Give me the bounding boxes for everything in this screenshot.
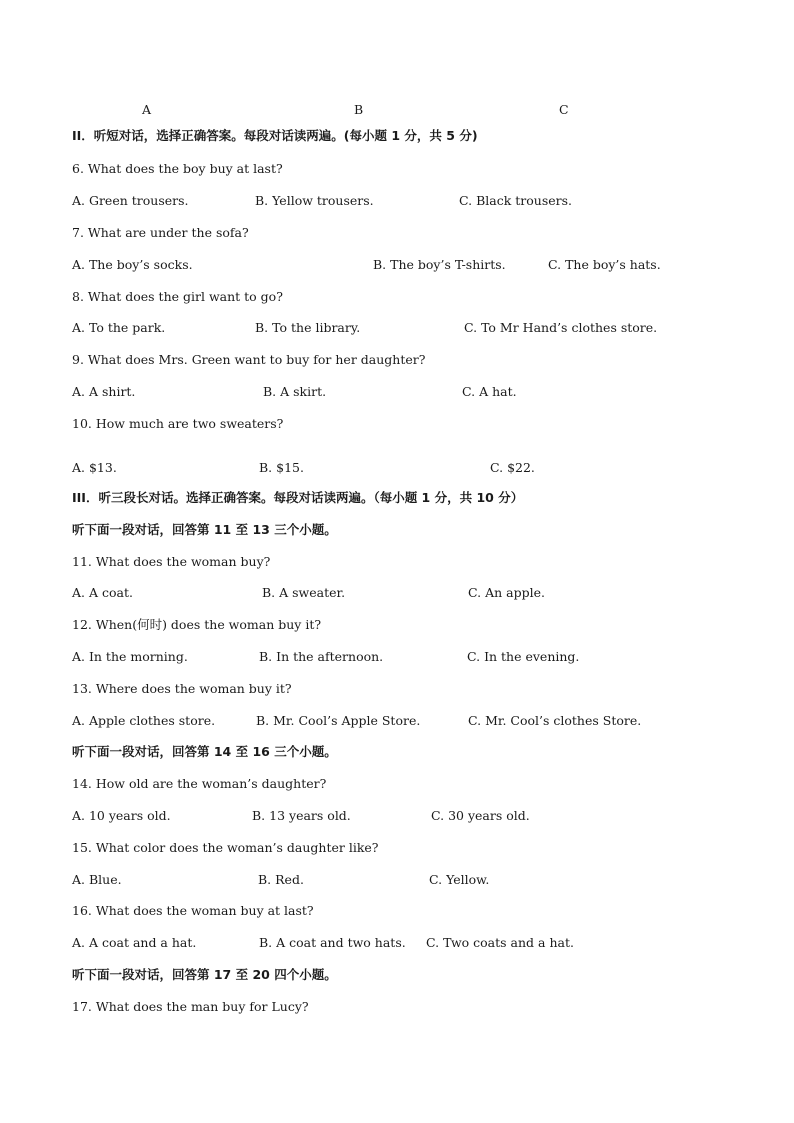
- question-14-option-b: B. 13 years old.: [252, 808, 351, 823]
- question-9-option-c: C. A hat.: [462, 384, 517, 399]
- question-10-option-b: B. $15.: [259, 460, 304, 475]
- question-10: 10. How much are two sweaters?: [72, 416, 284, 431]
- sub-heading-11-13: 听下面一段对话，回答第 11 至 13 三个小题。: [72, 522, 337, 537]
- question-13: 13. Where does the woman buy it?: [72, 681, 292, 696]
- sub-heading-14-16: 听下面一段对话，回答第 14 至 16 三个小题。: [72, 744, 337, 759]
- question-12-option-a: A. In the morning.: [72, 649, 188, 664]
- picture-label-c: C: [559, 102, 569, 117]
- question-13-option-c: C. Mr. Cool’s clothes Store.: [468, 713, 642, 728]
- question-12-option-c: C. In the evening.: [467, 649, 580, 664]
- question-9-option-b: B. A skirt.: [263, 384, 327, 399]
- question-6-option-c: C. Black trousers.: [459, 193, 573, 208]
- question-10-option-c: C. $22.: [490, 460, 535, 475]
- question-14-option-c: C. 30 years old.: [431, 808, 530, 823]
- sub-heading-17-20: 听下面一段对话，回答第 17 至 20 四个小题。: [72, 967, 337, 982]
- question-11-option-c: C. An apple.: [468, 585, 545, 600]
- question-8-option-c: C. To Mr Hand’s clothes store.: [464, 320, 658, 335]
- question-16-option-c: C. Two coats and a hat.: [426, 935, 574, 950]
- question-11-option-a: A. A coat.: [72, 585, 133, 600]
- question-11-option-b: B. A sweater.: [262, 585, 346, 600]
- question-16: 16. What does the woman buy at last?: [72, 903, 314, 918]
- question-8-option-b: B. To the library.: [255, 320, 361, 335]
- picture-label-a: A: [142, 102, 152, 117]
- section2-heading: II．听短对话，选择正确答案。每段对话读两遍。(每小题 1 分，共 5 分): [72, 128, 478, 143]
- section3-heading: III．听三段长对话。选择正确答案。每段对话读两遍。（每小题 1 分，共 10 分）: [72, 490, 524, 505]
- question-16-option-b: B. A coat and two hats.: [259, 935, 406, 950]
- question-14: 14. How old are the woman’s daughter?: [72, 776, 327, 791]
- question-13-option-b: B. Mr. Cool’s Apple Store.: [256, 713, 421, 728]
- question-12-option-b: B. In the afternoon.: [259, 649, 384, 664]
- question-6-option-b: B. Yellow trousers.: [255, 193, 374, 208]
- question-8-option-a: A. To the park.: [72, 320, 166, 335]
- question-10-option-a: A. $13.: [72, 460, 117, 475]
- question-15-option-a: A. Blue.: [72, 872, 122, 887]
- question-6: 6. What does the boy buy at last?: [72, 161, 283, 176]
- question-6-option-a: A. Green trousers.: [72, 193, 189, 208]
- question-17: 17. What does the man buy for Lucy?: [72, 999, 309, 1014]
- question-9-option-a: A. A shirt.: [72, 384, 136, 399]
- question-15: 15. What color does the woman’s daughter like?: [72, 840, 379, 855]
- question-7: 7. What are under the sofa?: [72, 225, 249, 240]
- picture-label-b: B: [354, 102, 364, 117]
- question-16-option-a: A. A coat and a hat.: [72, 935, 197, 950]
- question-9: 9. What does Mrs. Green want to buy for her daughter?: [72, 352, 426, 367]
- question-15-option-c: C. Yellow.: [429, 872, 490, 887]
- question-12: 12. When(何时) does the woman buy it?: [72, 617, 322, 632]
- question-7-option-b: B. The boy’s T-shirts.: [373, 257, 506, 272]
- question-7-option-c: C. The boy’s hats.: [548, 257, 661, 272]
- question-8: 8. What does the girl want to go?: [72, 289, 283, 304]
- question-15-option-b: B. Red.: [258, 872, 304, 887]
- question-7-option-a: A. The boy’s socks.: [72, 257, 193, 272]
- question-11: 11. What does the woman buy?: [72, 554, 271, 569]
- question-14-option-a: A. 10 years old.: [72, 808, 171, 823]
- question-13-option-a: A. Apple clothes store.: [72, 713, 216, 728]
